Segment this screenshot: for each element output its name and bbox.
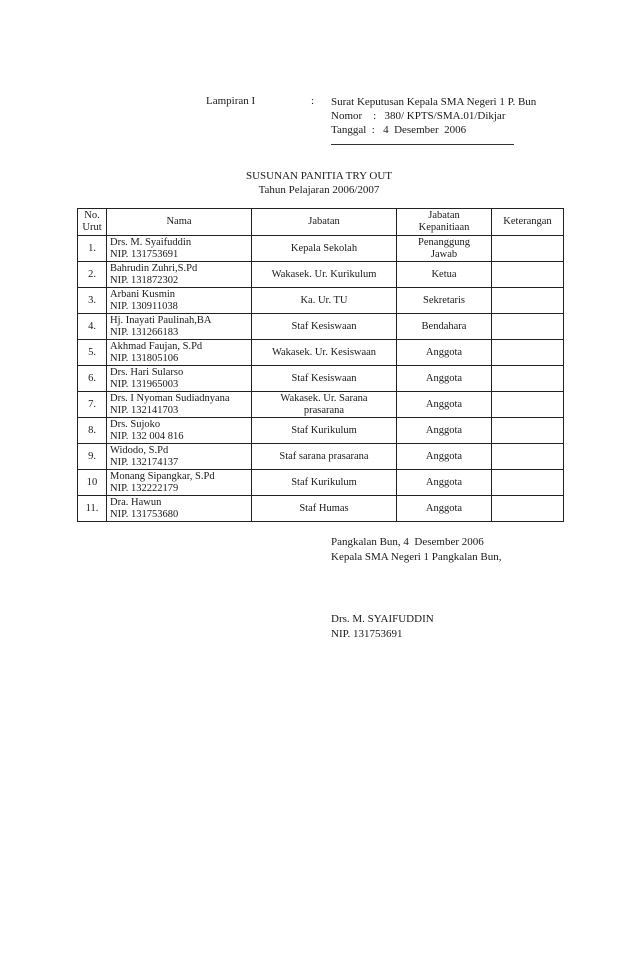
row-nip: NIP. 130911038 <box>110 300 178 312</box>
title-line-1: SUSUNAN PANITIA TRY OUT <box>246 170 392 182</box>
row-nama: Dra. Hawun <box>110 496 162 508</box>
row-no: 2. <box>78 262 107 288</box>
header-jabatan: Jabatan <box>252 209 397 236</box>
row-nama: Arbani Kusmin <box>110 288 176 300</box>
title-line-2: Tahun Pelajaran 2006/2007 <box>258 184 380 196</box>
row-nama-cell <box>107 444 252 470</box>
row-keterangan <box>492 366 564 392</box>
table-row <box>78 236 564 262</box>
row-nama-cell <box>107 262 252 288</box>
row-jabatan-kepanitiaan: Anggota <box>397 366 492 392</box>
row-jabatan: Wakasek. Ur. Kurikulum <box>252 262 397 288</box>
row-no: 10 <box>78 470 107 496</box>
row-nama-cell <box>107 392 252 418</box>
row-no: 1. <box>78 236 107 262</box>
table-header-row <box>78 209 564 236</box>
lampiran-line-2: Nomor : 380/ KPTS/SMA.01/Dikjar <box>331 110 506 122</box>
row-jabatan-kepanitiaan: Ketua <box>397 262 492 288</box>
table-row <box>78 418 564 444</box>
row-jabatan-kepanitiaan: Anggota <box>397 444 492 470</box>
row-jabatan-kepanitiaan: Bendahara <box>397 314 492 340</box>
divider-line <box>331 144 514 145</box>
row-keterangan <box>492 470 564 496</box>
row-jabatan-kepanitiaan: Anggota <box>397 470 492 496</box>
row-jabatan-kepanitiaan: Anggota <box>397 418 492 444</box>
row-no: 8. <box>78 418 107 444</box>
header-no-urut: No. Urut <box>78 209 107 236</box>
row-keterangan <box>492 444 564 470</box>
row-jabatan-kepanitiaan: Anggota <box>397 496 492 522</box>
row-no: 4. <box>78 314 107 340</box>
row-nama: Drs. M. Syaifuddin <box>110 236 192 248</box>
row-nip: NIP. 131266183 <box>110 326 179 338</box>
row-jabatan-kepanitiaan: Anggota <box>397 340 492 366</box>
row-nama-cell <box>107 314 252 340</box>
table-row <box>78 366 564 392</box>
row-no: 9. <box>78 444 107 470</box>
row-keterangan <box>492 288 564 314</box>
row-jabatan: Ka. Ur. TU <box>252 288 397 314</box>
signature-place-date: Pangkalan Bun, 4 Desember 2006 <box>331 536 484 548</box>
row-no: 5. <box>78 340 107 366</box>
row-nama-cell <box>107 496 252 522</box>
row-nama: Widodo, S.Pd <box>110 444 169 456</box>
row-nama: Drs. Sujoko <box>110 418 161 430</box>
row-jabatan: Wakasek. Ur. Sarana prasarana <box>252 392 397 418</box>
row-keterangan <box>492 314 564 340</box>
row-jabatan: Staf Kesiswaan <box>252 314 397 340</box>
row-jabatan-kepanitiaan: Penanggung Jawab <box>397 236 492 262</box>
row-nip: NIP. 131805106 <box>110 352 179 364</box>
signature-name-block <box>331 612 434 642</box>
header-keterangan: Keterangan <box>492 209 564 236</box>
row-nama-cell <box>107 418 252 444</box>
row-nama-cell <box>107 470 252 496</box>
lampiran-reference <box>331 95 536 137</box>
row-keterangan <box>492 262 564 288</box>
row-nip: NIP. 132 004 816 <box>110 430 184 442</box>
committee-table <box>77 208 564 522</box>
row-keterangan <box>492 236 564 262</box>
table-row <box>78 288 564 314</box>
row-jabatan: Staf Kurikulum <box>252 470 397 496</box>
row-nama: Hj. Inayati Paulinah,BA <box>110 314 212 326</box>
row-jabatan: Staf sarana prasarana <box>252 444 397 470</box>
row-nama: Akhmad Faujan, S.Pd <box>110 340 203 352</box>
row-jabatan: Staf Humas <box>252 496 397 522</box>
table-row <box>78 340 564 366</box>
header-nama: Nama <box>107 209 252 236</box>
row-nama-cell <box>107 288 252 314</box>
table-row <box>78 392 564 418</box>
row-no: 6. <box>78 366 107 392</box>
header-jabatan-kepanitiaan: Jabatan Kepanitiaan <box>397 209 492 236</box>
row-jabatan-kepanitiaan: Sekretaris <box>397 288 492 314</box>
row-keterangan <box>492 418 564 444</box>
row-nip: NIP. 132222179 <box>110 482 179 494</box>
lampiran-label: Lampiran I <box>206 95 256 107</box>
row-nip: NIP. 131965003 <box>110 378 179 390</box>
signature-name: Drs. M. SYAIFUDDIN <box>331 613 434 625</box>
signature-position: Kepala SMA Negeri 1 Pangkalan Bun, <box>331 551 502 563</box>
row-nama: Drs. I Nyoman Sudiadnyana <box>110 392 230 404</box>
row-nip: NIP. 132141703 <box>110 404 179 416</box>
row-nama-cell <box>107 236 252 262</box>
lampiran-line-1: Surat Keputusan Kepala SMA Negeri 1 P. Bun <box>331 96 537 108</box>
row-nama-cell <box>107 366 252 392</box>
row-nip: NIP. 131753680 <box>110 508 179 520</box>
row-jabatan: Wakasek. Ur. Kesiswaan <box>252 340 397 366</box>
table-row <box>78 314 564 340</box>
row-nama: Monang Sipangkar, S.Pd <box>110 470 215 482</box>
row-jabatan: Kepala Sekolah <box>252 236 397 262</box>
row-nip: NIP. 131753691 <box>110 248 179 260</box>
row-nip: NIP. 131872302 <box>110 274 179 286</box>
table-row <box>78 470 564 496</box>
row-jabatan-kepanitiaan: Anggota <box>397 392 492 418</box>
table-row <box>78 262 564 288</box>
row-keterangan <box>492 496 564 522</box>
signature-block <box>331 535 501 565</box>
row-no: 11. <box>78 496 107 522</box>
document-title <box>0 169 638 197</box>
row-jabatan: Staf Kesiswaan <box>252 366 397 392</box>
row-nip: NIP. 132174137 <box>110 456 179 468</box>
lampiran-line-3: Tanggal : 4 Desember 2006 <box>331 124 467 136</box>
row-no: 7. <box>78 392 107 418</box>
table-row <box>78 444 564 470</box>
row-keterangan <box>492 392 564 418</box>
row-nama-cell <box>107 340 252 366</box>
row-no: 3. <box>78 288 107 314</box>
row-jabatan: Staf Kurikulum <box>252 418 397 444</box>
row-nama: Bahrudin Zuhri,S.Pd <box>110 262 198 274</box>
table-row <box>78 496 564 522</box>
row-keterangan <box>492 340 564 366</box>
signature-nip: NIP. 131753691 <box>331 628 403 640</box>
row-nama: Drs. Hari Sularso <box>110 366 184 378</box>
lampiran-colon: : <box>311 95 315 107</box>
